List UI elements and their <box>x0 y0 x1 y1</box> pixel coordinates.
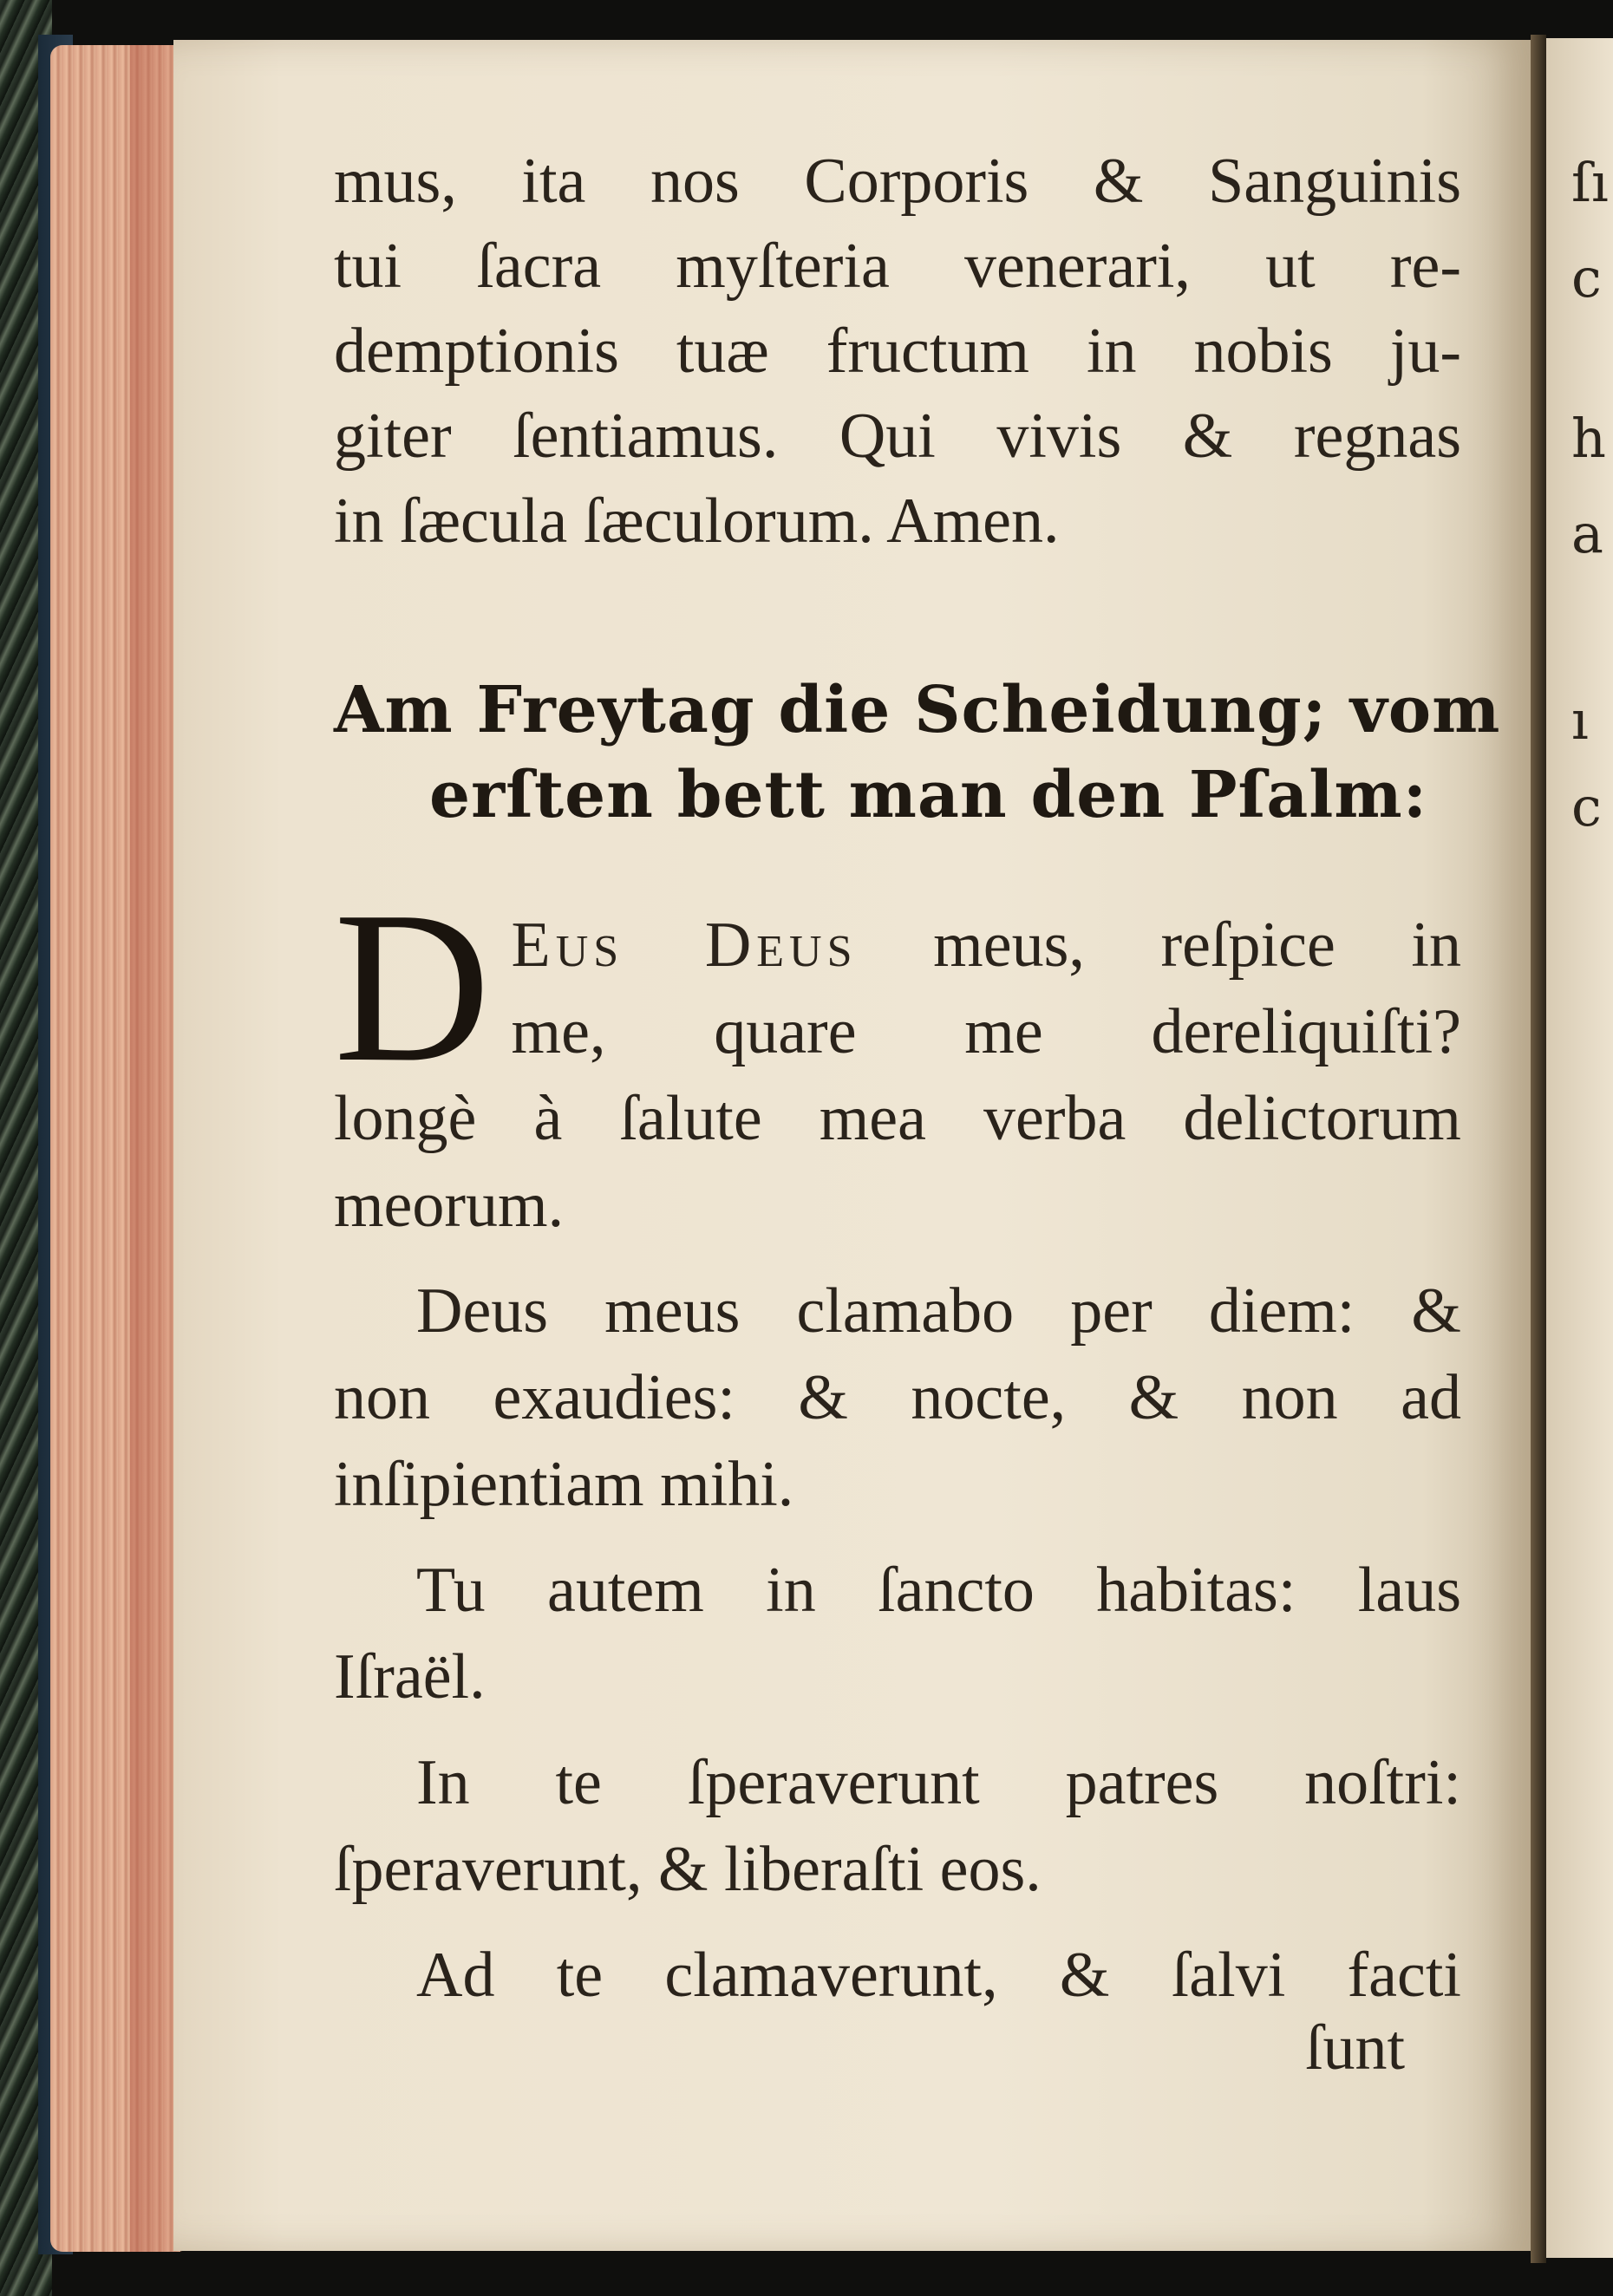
psalm-opening-line <box>334 902 1461 988</box>
right-page-fragment: a <box>1571 502 1603 565</box>
opening-smallcaps: Eus Deus <box>511 910 858 981</box>
text-line: meorum. <box>334 1170 565 1241</box>
text-line: giter ſentiamus. Qui vivis & regnas <box>334 401 1461 472</box>
text-line: inſipientiam mihi. <box>334 1449 794 1520</box>
text-line: longè à ſalute mea verba delictorum <box>334 1083 1461 1154</box>
text-line: demptionis tuæ fructum in nobis ju- <box>334 316 1461 387</box>
book-gutter <box>1531 35 1546 2263</box>
right-page-fragment: ı <box>1571 688 1589 752</box>
right-page-fragment: ſı <box>1571 151 1609 214</box>
text-line: in ſæcula ſæculorum. Amen. <box>334 486 1060 557</box>
right-page-fragment: h <box>1571 407 1606 470</box>
text-line: Tu autem in ſancto habitas: laus <box>416 1555 1461 1626</box>
right-page-fragment: c <box>1571 775 1602 838</box>
text-line: mus, ita nos Corporis & Sanguinis <box>334 146 1461 217</box>
psalm-verse <box>334 1268 1461 1528</box>
text-line: non exaudies: & nocte, & non ad <box>334 1362 1461 1433</box>
text-line: ſperaverunt, & liberaſti eos. <box>334 1834 1042 1905</box>
prayer-continuation <box>334 139 1461 564</box>
psalm-text <box>334 867 1461 2019</box>
right-page-fragment: c <box>1571 246 1602 310</box>
text-line: Ad te clamaverunt, & ſalvi facti <box>416 1940 1461 2011</box>
section-heading <box>334 668 1501 838</box>
catchword: ſunt <box>1305 2012 1406 2084</box>
heading-line: erſten bett man den Pſalm: <box>429 758 1428 832</box>
heading-line: Am Freytag die Scheidung; vom <box>334 673 1501 747</box>
right-page-edge <box>1546 38 1613 2258</box>
psalm-verse <box>334 1932 1461 2019</box>
text-line: Iſraël. <box>334 1641 486 1712</box>
text-line: tui ſacra myſteria venerari, ut re- <box>334 231 1461 302</box>
psalm-verse <box>334 1739 1461 1913</box>
text-line: In te ſperaverunt patres noſtri: <box>416 1747 1461 1818</box>
psalm-verse <box>334 1547 1461 1720</box>
opening-rest: meus, reſpice in <box>857 910 1461 981</box>
drop-cap: D <box>334 867 491 1107</box>
text-line: Deus meus clamabo per diem: & <box>416 1275 1461 1347</box>
text-line: me, quare me dereliquiſti? <box>511 996 1461 1067</box>
